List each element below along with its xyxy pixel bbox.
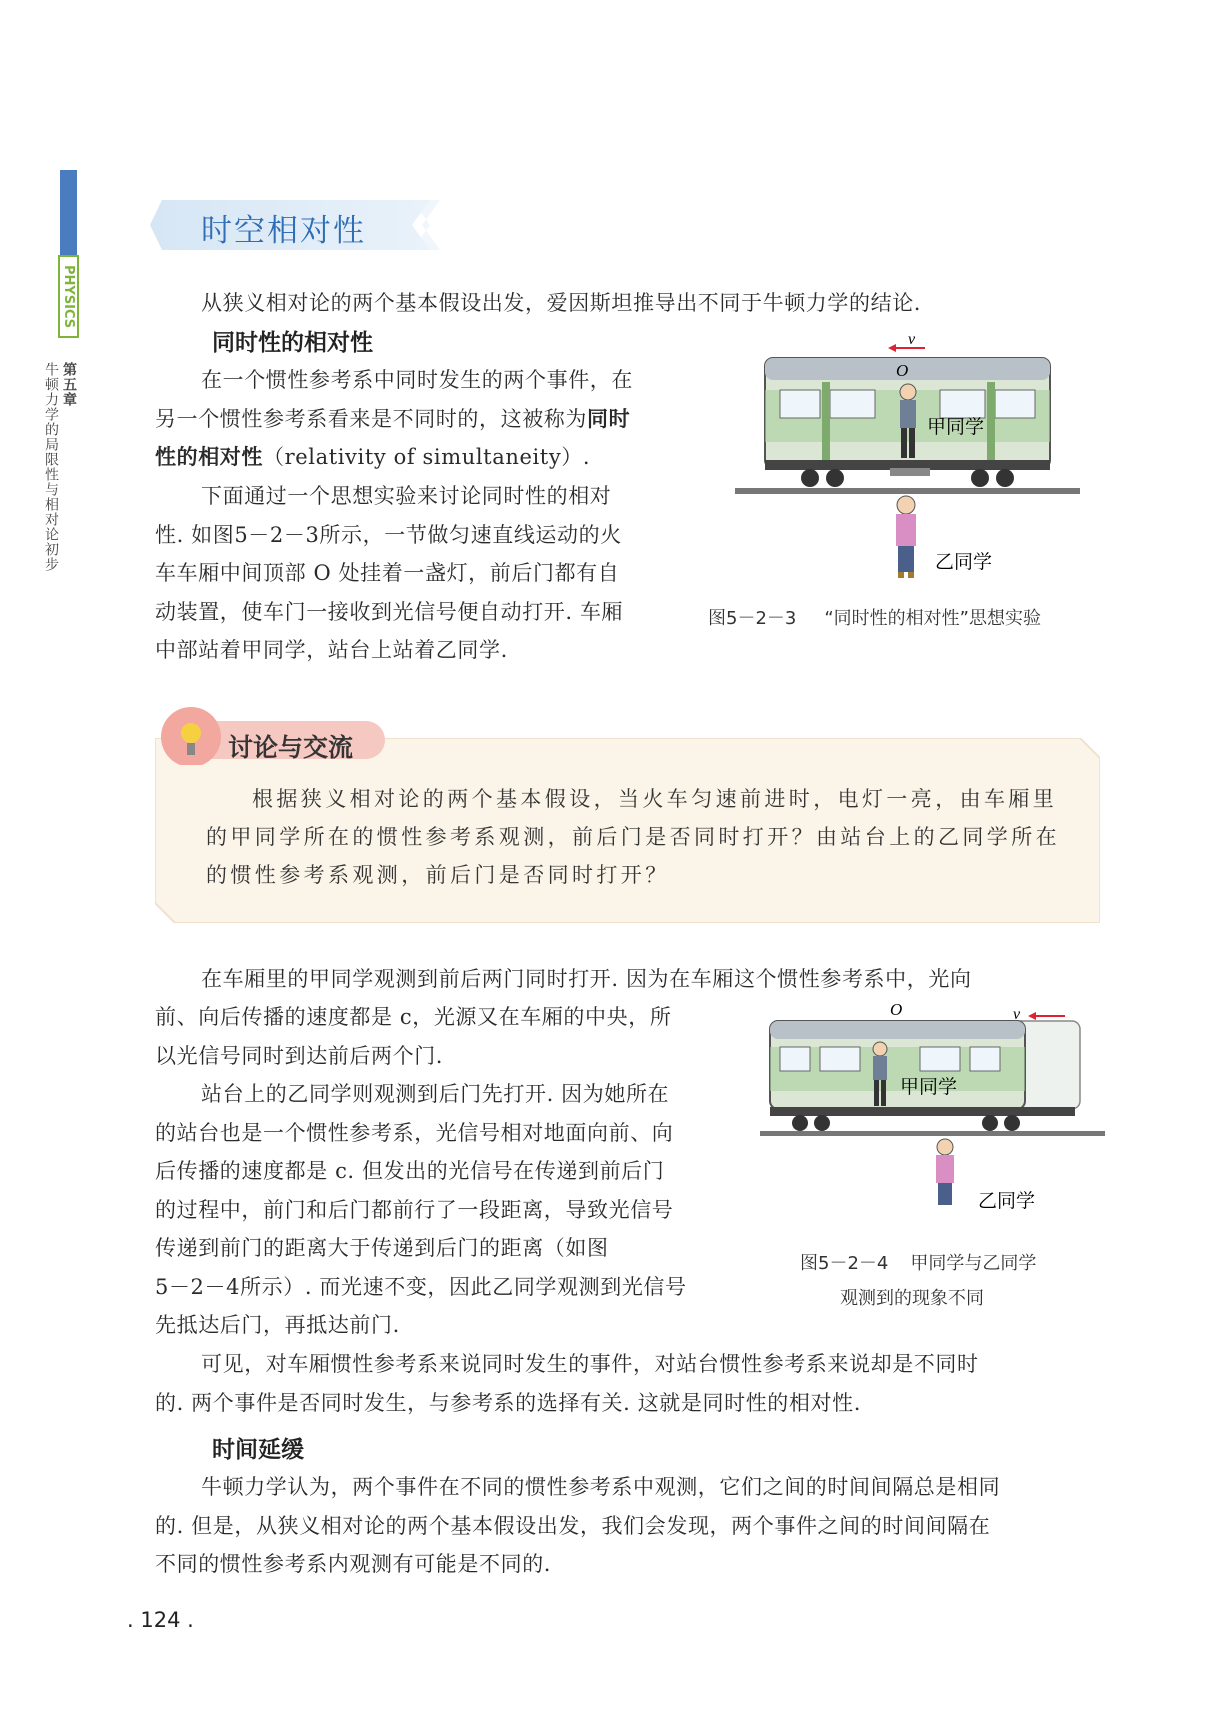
time-dilation-paragraph: 牛顿力学认为，两个事件在不同的惯性参考系中观测，它们之间的时间间隔总是相同 的. 但是，从狭义相对论的两个基本假设出发，我们会发现，两个事件之间的时间间隔在 不同的惯性参考系内观测有可能是不同的. <box>155 1475 1001 1576</box>
discussion-question: 根据狭义相对论的两个基本假设，当火车匀速前进时，电灯一亮，由车厢里 的甲同学所在的惯性参考系观测，前后门是否同时打开？由站台上的乙同学所在 的惯性参考系观测，前后门是否同时打开？ <box>206 787 1060 887</box>
subsection-title-time-dilation: 时间延缓 <box>212 1437 304 1463</box>
simultaneity-definition: 在一个惯性参考系中同时发生的两个事件，在 另一个惯性参考系看来是不同时的，这被称为同时 性的相对性（relativity of simultaneity）. <box>155 368 633 469</box>
wheels <box>792 1115 1020 1131</box>
thought-experiment-paragraph: 下面通过一个思想实验来讨论同时性的相对 性. 如图5－2－3所示，一节做匀速直线运动的火 车车厢中间顶部 O 处挂着一盏灯，前后门都有自 动装置，使车门一接收到光信号便自动打开. 车厢 中部站着甲同学，站台上站着乙同学. <box>155 484 624 662</box>
intro-paragraph: 从狭义相对论的两个基本假设出发，爱因斯坦推导出不同于牛顿力学的结论. <box>201 291 922 315</box>
figure-5-2-4-caption-line1: 图5－2－4 甲同学与乙同学 <box>800 1253 1037 1274</box>
body-paragraph-a: 前、向后传播的速度都是 c，光源又在车厢的中央，所 以光信号同时到达前后两个门. <box>155 1005 672 1068</box>
section-title: 时空相对性 <box>201 213 366 249</box>
person-a-label: 甲同学 <box>927 417 985 438</box>
body-paragraph-c: 可见，对车厢惯性参考系来说同时发生的事件，对站台惯性参考系来说却是不同时 的. 两个事件是否同时发生，与参考系的选择有关. 这就是同时性的相对性. <box>155 1352 979 1415</box>
figure-5-2-3-caption: 图5－2－3 “同时性的相对性”思想实验 <box>708 608 1042 629</box>
side-color-bar <box>60 170 77 255</box>
person-b-label: 乙同学 <box>935 552 993 573</box>
side-physics-label: PHYSICS <box>58 255 79 338</box>
person-b-figure <box>936 1139 954 1205</box>
person-a-label: 甲同学 <box>900 1077 958 1098</box>
train-car-shifted <box>770 1021 1080 1116</box>
figure-5-2-4-train <box>760 995 1110 1225</box>
body-paragraph-a-line1: 在车厢里的甲同学观测到前后两门同时打开. 因为在车厢这个惯性参考系中，光向 <box>201 967 972 991</box>
subsection-title-simultaneity: 同时性的相对性 <box>212 330 373 356</box>
velocity-label: v <box>908 331 916 348</box>
o-label: O <box>896 361 909 380</box>
rail-track <box>760 1131 1105 1136</box>
body-paragraph-b: 站台上的乙同学则观测到后门先打开. 因为她所在 的站台也是一个惯性参考系，光信号相对地面向前、向 后传播的速度都是 c. 但发出的光信号在传递到前后门 的过程中，前门和后门都前行了一段距离，导致光信号 传递到前门的距离大于传递到后门的距离（如图 5－2－4所示）. 而光速不变，因此乙同学观测到光信号 先抵达后门，再抵达前门. <box>155 1082 687 1337</box>
side-chapter-label: 第五章 牛顿力学的局限性与相对论初步 <box>43 362 77 572</box>
discussion-title: 讨论与交流 <box>228 733 354 762</box>
velocity-label: v <box>1013 1006 1021 1023</box>
figure-5-2-3-train <box>730 330 1090 590</box>
o-label: O <box>890 1000 903 1019</box>
figure-5-2-4-caption-line2: 观测到的现象不同 <box>840 1288 984 1309</box>
person-b-figure <box>896 496 916 578</box>
page-number: . 124 . <box>127 1608 194 1632</box>
rail-track <box>735 488 1080 494</box>
person-b-label: 乙同学 <box>978 1191 1036 1212</box>
wheels <box>801 468 1014 487</box>
